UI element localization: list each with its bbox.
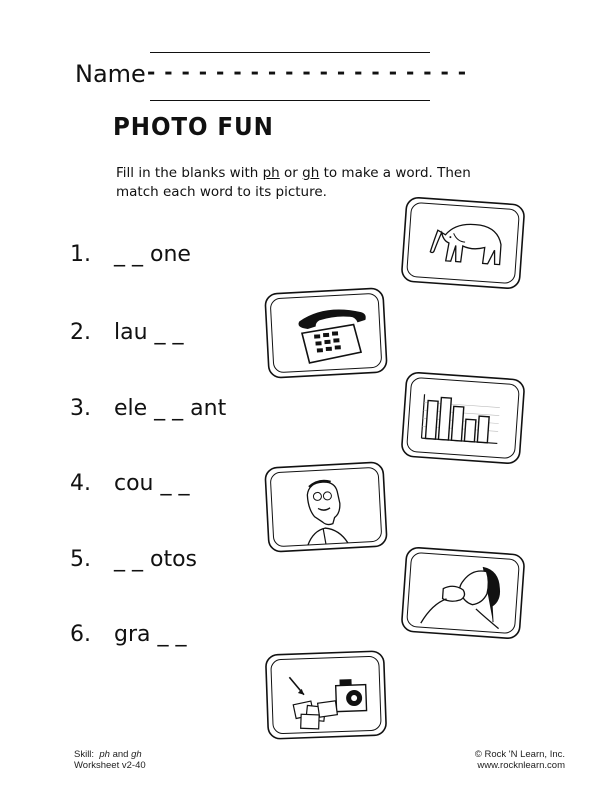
item-number: 3.	[70, 396, 91, 421]
name-top-line	[150, 52, 430, 53]
name-label: Name	[75, 60, 146, 88]
picture-laughing-man[interactable]	[264, 461, 388, 553]
skill-line	[74, 749, 146, 760]
item-3[interactable]	[70, 396, 226, 421]
item-number: 4.	[70, 471, 91, 496]
item-6[interactable]	[70, 622, 186, 647]
item-word: _ _ one	[114, 242, 191, 267]
instructions-ph: ph	[262, 165, 280, 181]
name-write-line[interactable]: - - - - - - - - - - - - - - - - - - -	[147, 60, 468, 84]
item-word: lau _ _	[114, 320, 184, 345]
worksheet-id: Worksheet v2-40	[74, 760, 146, 771]
name-bottom-line	[150, 100, 430, 101]
item-number: 2.	[70, 320, 91, 345]
bar-graph-icon	[400, 371, 526, 465]
item-4[interactable]	[70, 471, 190, 496]
instructions-gh: gh	[302, 165, 320, 181]
picture-coughing-man[interactable]	[400, 546, 526, 640]
picture-telephone[interactable]	[264, 287, 388, 379]
skill-ph: ph	[99, 749, 110, 760]
picture-bar-graph[interactable]	[400, 371, 526, 465]
elephant-icon	[400, 196, 526, 290]
item-number: 6.	[70, 622, 91, 647]
skill-gh: gh	[131, 749, 142, 760]
laughing-man-icon	[264, 461, 388, 553]
picture-camera-photos[interactable]	[265, 650, 388, 740]
coughing-man-icon	[400, 546, 526, 640]
item-word: gra _ _	[114, 622, 187, 647]
copyright: © Rock 'N Learn, Inc.	[474, 749, 565, 760]
item-word: ele _ _ ant	[114, 396, 227, 421]
skill-label: Skill:	[74, 749, 95, 760]
item-number: 5.	[70, 547, 91, 572]
website-link[interactable]: www.rocknlearn.com	[477, 760, 565, 771]
item-1[interactable]	[70, 242, 191, 267]
footer-skill	[74, 749, 146, 771]
picture-elephant[interactable]	[400, 196, 526, 290]
item-5[interactable]	[70, 547, 197, 572]
camera-photos-icon	[265, 650, 388, 740]
instructions-text-3: to make a word. Then match each word to its picture.	[116, 165, 471, 200]
item-word: _ _ otos	[114, 547, 197, 572]
instructions-text-1: Fill in the blanks with	[116, 165, 263, 181]
instructions-text-2: or	[279, 165, 303, 181]
skill-and: and	[112, 749, 129, 760]
page-title: PHOTO FUN	[113, 112, 274, 141]
footer-credit	[460, 749, 565, 771]
telephone-icon	[264, 287, 388, 379]
item-2[interactable]	[70, 320, 184, 345]
item-word: cou _ _	[114, 471, 190, 496]
item-number: 1.	[70, 242, 91, 267]
